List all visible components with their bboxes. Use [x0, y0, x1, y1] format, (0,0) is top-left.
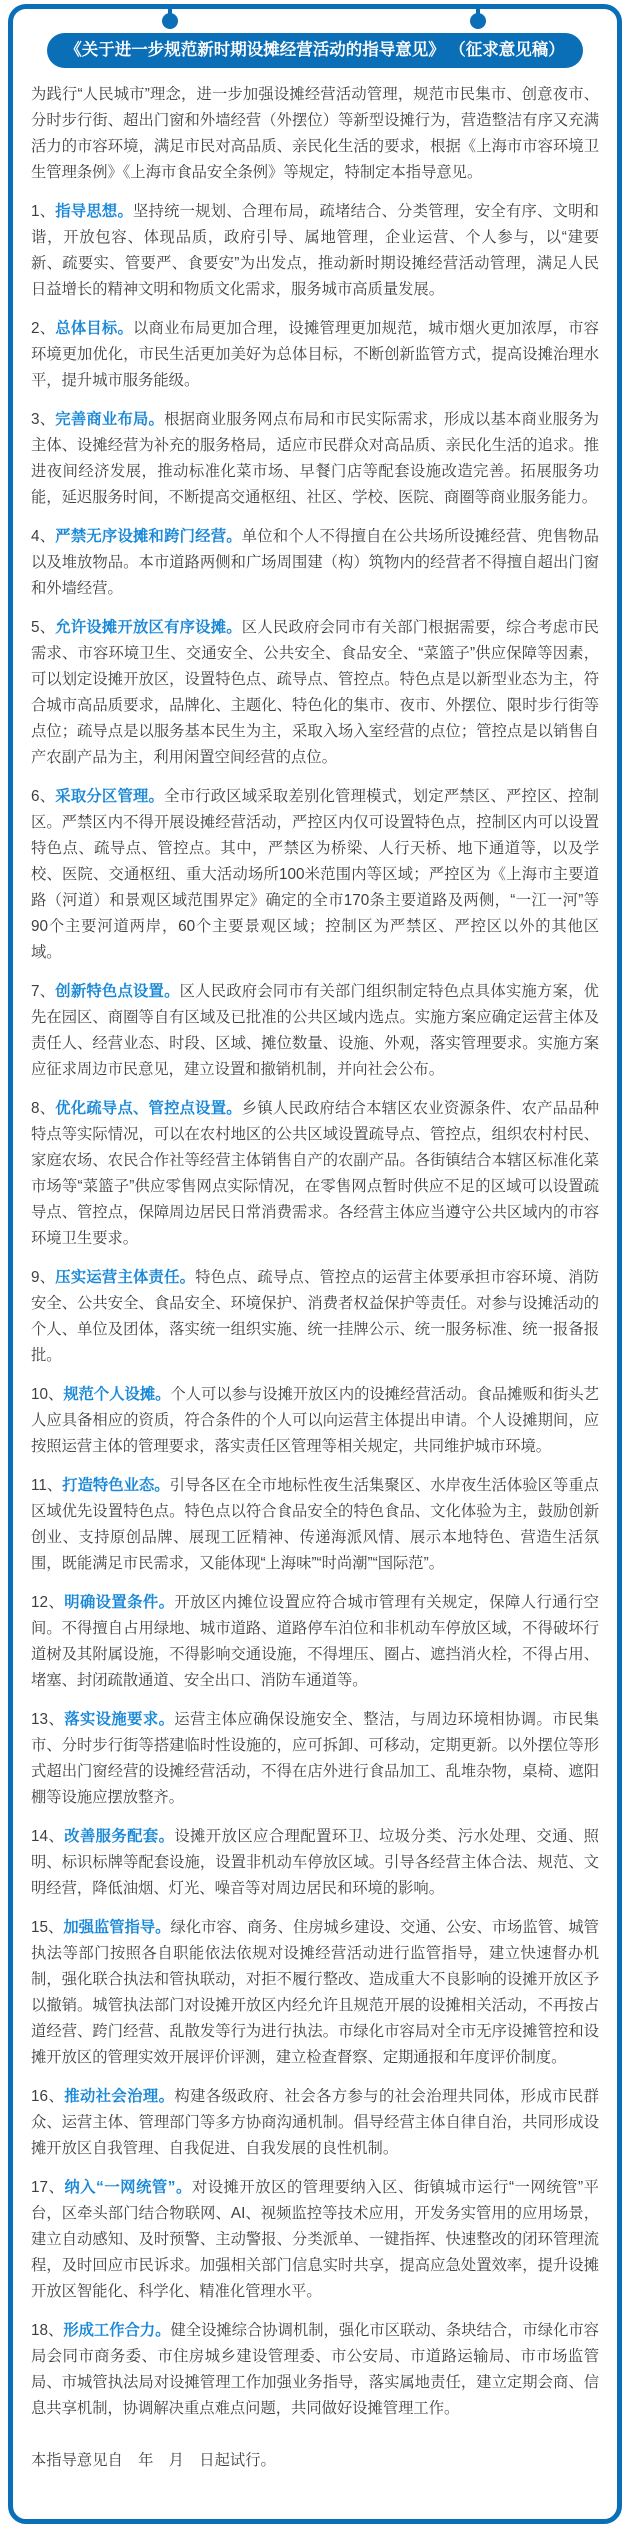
paragraph-body: 以商业布局更加合理，设摊管理更加规范，城市烟火更加浓厚，市容环境更加优化，市民生活更加美好为总体目标，不断创新监管方式，提高设摊治理水平，提升城市服务能级。 [31, 319, 599, 389]
paragraph-number: 1、 [31, 202, 56, 220]
guideline-paragraph [31, 2318, 599, 2422]
paragraph-heading: 推动社会治理。 [64, 2087, 175, 2105]
paragraph-number: 4、 [31, 527, 56, 545]
paragraph-number: 11、 [31, 1476, 63, 1494]
paragraph-number: 15、 [31, 1918, 64, 1936]
paragraph-heading: 纳入“一网统管”。 [64, 2178, 192, 2196]
guideline-paragraph [31, 524, 599, 602]
paragraph-heading: 创新特色点设置。 [55, 982, 180, 1000]
paragraph-body: 构建各级政府、社会各方参与的社会治理共同体，形成市民群众、运营主体、管理部门等多方协商沟通机制。倡导经营主体自律自治，共同形成设摊开放区自我管理、自我促进、自我发展的良性机制。 [31, 2087, 599, 2157]
guideline-paragraph [31, 1265, 599, 1369]
paragraph-heading: 打造特色业态。 [62, 1476, 170, 1494]
paragraph-heading: 压实运营主体责任。 [55, 1268, 196, 1286]
guideline-paragraph [31, 1824, 599, 1902]
paragraph-body: 区人民政府会同市有关部门组织制定特色点具体实施方案，优先在园区、商圈等自有区域及已批准的公共区域内选点。实施方案应确定运营主体及责任人、经营业态、时段、区域、摊位数量、设施、外观，落实管理要求。实施方案应征求周边市民意见，建立设置和撤销机制，并向社会公布。 [31, 982, 599, 1078]
paragraph-body: 引导各区在全市地标性夜生活集聚区、水岸夜生活体验区等重点区域优先设置特色点。特色点以符合食品安全的特色食品、文化体验为主，鼓励创新创业、支持原创品牌、展现工匠精神、传递海派风情、展示本地特色、营造生活氛围，既能满足市民需求，又能体现“上海味”“时尚潮”“国际范”。 [31, 1476, 599, 1572]
pin-icon [476, 4, 480, 18]
paragraph-number: 5、 [31, 618, 56, 636]
paragraph-number: 16、 [31, 2087, 65, 2105]
guideline-paragraph [31, 407, 599, 511]
paragraph-heading: 总体目标。 [55, 319, 133, 337]
guideline-paragraph-list [31, 199, 599, 2422]
guideline-paragraph [31, 1096, 599, 1252]
paragraph-heading: 改善服务配套。 [64, 1827, 175, 1845]
paragraph-body: 区人民政府会同市有关部门根据需要，综合考虑市民需求、市容环境卫生、交通安全、公共安全、食品安全、“菜篮子”供应保障等因素，可以划定设摊开放区，设置特色点、疏导点、管控点。特色点是以新型业态为主，符合城市高品质要求，品牌化、主题化、特色化的集市、夜市、外摆位、限时步行街等点位；疏导点是以服务基本民生为主，采取入场入室经营的点位；管控点是以销售自产农副产品为主，利用闲置空间经营的点位。 [31, 618, 599, 766]
closing-line: 本指导意见自 年 月 日起试行。 [31, 2451, 276, 2469]
guideline-paragraph [31, 1590, 599, 1694]
paragraph-number: 12、 [31, 1593, 65, 1611]
paragraph-body: 全市行政区域采取差别化管理模式，划定严禁区、严控区、控制区。严禁区内不得开展设摊经营活动，严控区内仅可设置特色点，控制区内可以设置特色点、疏导点、管控点。其中，严禁区为桥梁、人行天桥、地下通道等，以及学校、医院、交通枢纽、重大活动场所100米范围内等区域；严控区为《上海市主要道路（河道）和景观区域范围界定》确定的全市170条主要道路及两侧，“一江一河”等90个主要河道两岸，60个主要景观区域；控制区为严禁区、严控区以外的其他区域。 [31, 787, 599, 961]
guideline-paragraph [31, 1473, 599, 1577]
guideline-paragraph [31, 1382, 599, 1460]
paragraph-body: 运营主体应确保设施安全、整洁，与周边环境相协调。市民集市、分时步行街等搭建临时性设施的，应可拆卸、可移动，定期更新。以外摆位等形式超出门窗经营的设摊经营活动，不得在店外进行食品加工、乱堆杂物，桌椅、遮阳棚等设施应摆放整齐。 [31, 1710, 599, 1806]
guideline-paragraph [31, 1915, 599, 2071]
paragraph-body: 坚持统一规划、合理布局，疏堵结合、分类管理，安全有序、文明和谐，开放包容、体现品质，政府引导、属地管理，企业运营、个人参与，以“建要新、疏要实、管要严、食要安”为出发点，推动新时期设摊经营活动管理，满足人民日益增长的精神文明和物质文化需求，服务城市高质量发展。 [31, 202, 599, 298]
paragraph-number: 3、 [31, 410, 56, 428]
paragraph-body: 对设摊开放区的管理要纳入区、街镇城市运行“一网统管”平台，区牵头部门结合物联网、AI、视频监控等技术应用，开发务实管用的应用场景，建立自动感知、及时预警、主动警报、分类派单、一键指挥、快速整改的闭环管理流程，及时回应市民诉求。加强相关部门信息实时共享，提高应急处置效率，提升设摊开放区智能化、科学化、精准化管理水平。 [31, 2178, 599, 2300]
paragraph-body: 开放区内摊位设置应符合城市管理有关规定，保障人行通行空间。不得擅自占用绿地、城市道路、道路停车泊位和非机动车停放区域，不得破坏行道树及其附属设施，不得影响交通设施，不得埋压、圈占、遮挡消火栓，不得占用、堵塞、封闭疏散通道、安全出口、消防车通道等。 [31, 1593, 599, 1689]
paragraph-body: 根据商业服务网点布局和市民实际需求，形成以基本商业服务为主体、设摊经营为补充的服务格局，适应市民群众对高品质、亲民化生活的追求。推进夜间经济发展，推动标准化菜市场、早餐门店等配套设施改造完善。拓展服务功能，延迟服务时间，不断提高交通枢纽、社区、学校、医院、商圈等商业服务能力。 [31, 410, 599, 506]
paragraph-heading: 完善商业布局。 [55, 410, 165, 428]
paragraph-number: 10、 [31, 1385, 64, 1403]
paragraph-number: 18、 [31, 2321, 64, 2339]
paragraph-heading: 允许设摊开放区有序设摊。 [55, 618, 242, 636]
paragraph-number: 7、 [31, 982, 56, 1000]
document-title-banner: 《关于进一步规范新时期设摊经营活动的指导意见》 （征求意见稿） [47, 33, 583, 68]
paragraph-heading: 形成工作合力。 [63, 2321, 171, 2339]
paragraph-body: 特色点、疏导点、管控点的运营主体要承担市容环境、消防安全、公共安全、食品安全、环境保护、消费者权益保护等责任。对参与设摊活动的个人、单位及团体，落实统一组织实施、统一挂牌公示、统一服务标准、统一报备报批。 [31, 1268, 599, 1364]
paragraph-heading: 加强监管指导。 [63, 1918, 171, 1936]
guideline-paragraph [31, 784, 599, 966]
paragraph-heading: 落实设施要求。 [64, 1710, 175, 1728]
paragraph-heading: 指导思想。 [55, 202, 133, 220]
paragraph-heading: 采取分区管理。 [55, 787, 165, 805]
paragraph-body: 乡镇人民政府结合本辖区农业资源条件、农产品品种特点等实际情况，可以在农村地区的公共区域设置疏导点、管控点，组织农村村民、家庭农场、农民合作社等经营主体销售自产的农副产品。各街镇结合本辖区标准化菜市场等“菜篮子”供应零售网点实际情况，在零售网点暂时供应不足的区域可以设置疏导点、管控点，保障周边居民日常消费需求。各经营主体应当遵守公共区域内的市容环境卫生要求。 [31, 1099, 599, 1247]
guideline-paragraph [31, 979, 599, 1083]
paragraph-number: 9、 [31, 1268, 56, 1286]
paragraph-number: 14、 [31, 1827, 65, 1845]
paragraph-number: 6、 [31, 787, 56, 805]
paragraph-heading: 严禁无序设摊和跨门经营。 [55, 527, 242, 545]
guideline-paragraph [31, 2084, 599, 2162]
paragraph-number: 8、 [31, 1099, 56, 1117]
paragraph-heading: 优化疏导点、管控点设置。 [55, 1099, 242, 1117]
document-content [13, 9, 617, 2489]
paragraph-body: 绿化市容、商务、住房城乡建设、交通、公安、市场监管、城管执法等部门按照各自职能依法依规对设摊经营活动进行监管指导，建立快速督办机制，强化联合执法和管执联动，对拒不履行整改、造成重大不良影响的设摊开放区予以撤销。城管执法部门对设摊开放区内经允许且规范开展的设摊相关活动，不再按占道经营、跨门经营、乱散发等行为进行执法。市绿化市容局对全市无序设摊管控和设摊开放区的管理实效开展评价评测，建立检查督察、定期通报和年度评价制度。 [31, 1918, 599, 2066]
paragraph-number: 13、 [31, 1710, 65, 1728]
guideline-paragraph [31, 615, 599, 771]
pin-icon [168, 4, 172, 18]
paragraph-heading: 规范个人设摊。 [63, 1385, 171, 1403]
guideline-paragraph [31, 2175, 599, 2305]
paragraph-body: 设摊开放区应合理配置环卫、垃圾分类、污水处理、交通、照明、标识标牌等配套设施，设置非机动车停放区域。引导各经营主体合法、规范、文明经营，降低油烟、灯光、噪音等对周边居民和环境的影响。 [31, 1827, 599, 1897]
paragraph-body: 个人可以参与设摊开放区内的设摊经营活动。食品摊贩和街头艺人应具备相应的资质，符合条件的个人可以向运营主体提出申请。个人设摊期间，应按照运营主体的管理要求，落实责任区管理等相关规定，共同维护城市环境。 [31, 1385, 599, 1455]
paragraph-body: 健全设摊综合协调机制，强化市区联动、条块结合，市绿化市容局会同市商务委、市住房城乡建设管理委、市公安局、市道路运输局、市市场监管局、市城管执法局对设摊管理工作加强业务指导，落实属地责任，建立定期会商、信息共享机制，协调解决重点难点问题，共同做好设摊管理工作。 [31, 2321, 599, 2417]
intro-paragraph: 为践行“人民城市”理念，进一步加强设摊经营活动管理，规范市民集市、创意夜市、分时步行街、超出门窗和外墙经营（外摆位）等新型设摊行为，营造整洁有序又充满活力的市容环境，满足市民对高品质、亲民化生活的要求，根据《上海市市容环境卫生管理条例》《上海市食品安全条例》等规定，特制定本指导意见。 [31, 85, 599, 181]
guideline-paragraph [31, 199, 599, 303]
guideline-paragraph [31, 1707, 599, 1811]
paragraph-heading: 明确设置条件。 [64, 1593, 175, 1611]
paragraph-body: 单位和个人不得擅自在公共场所设摊经营、兜售物品以及堆放物品。本市道路两侧和广场周围建（构）筑物内的经营者不得擅自超出门窗和外墙经营。 [31, 527, 599, 597]
guideline-paragraph [31, 316, 599, 394]
paragraph-number: 2、 [31, 319, 56, 337]
paragraph-number: 17、 [31, 2178, 65, 2196]
